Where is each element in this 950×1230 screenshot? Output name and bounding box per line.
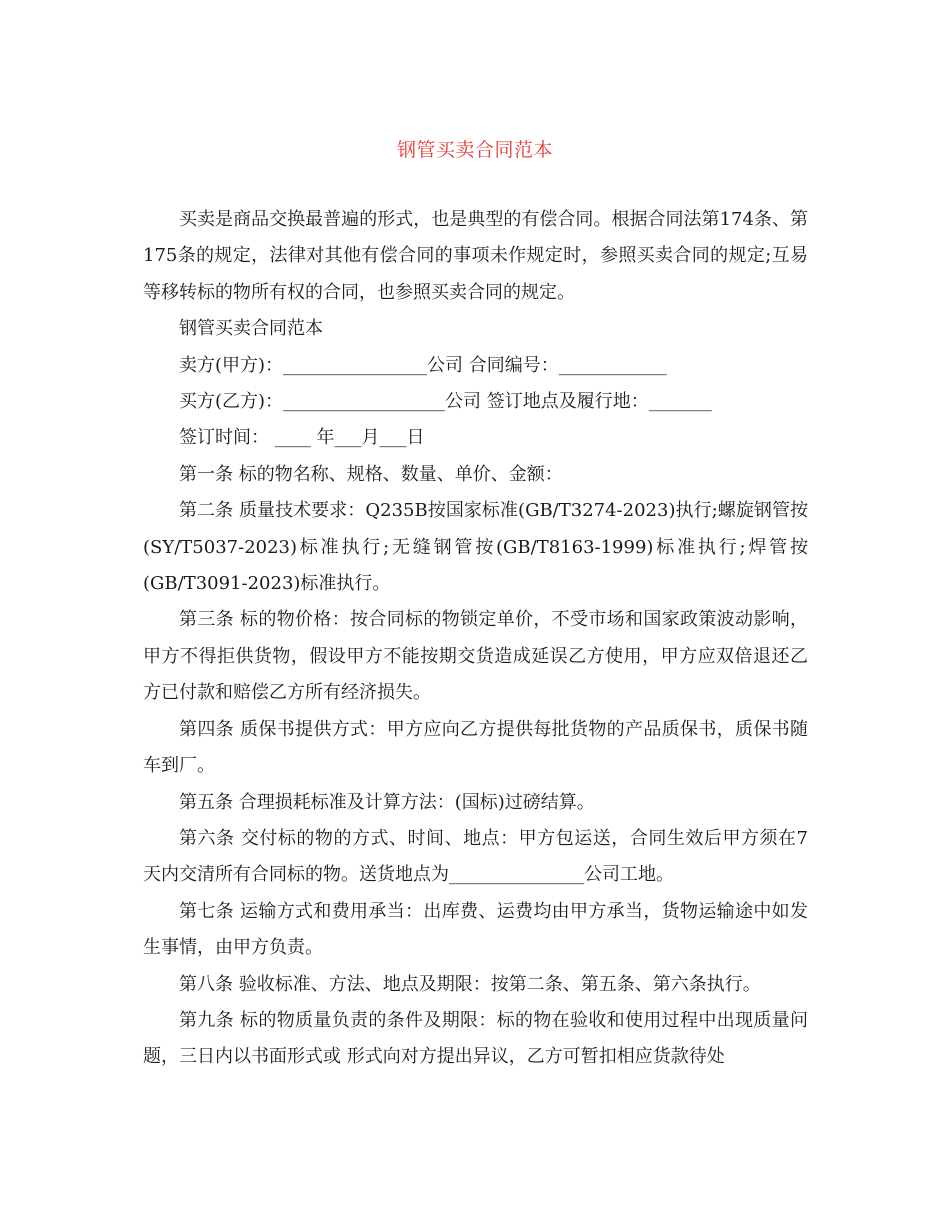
clause-9: 第九条 标的物质量负责的条件及期限：标的物在验收和使用过程中出现质量问题，三日内以书面形式或 形式向对方提出异议，乙方可暂扣相应货款待处 — [143, 1009, 808, 1068]
clause-2: 第二条 质量技术要求：Q235B按国家标准(GB/T3274-2023)执行;螺旋钢管按(SY/T5037-2023)标准执行;无缝钢管按(GB/T8163-1999)标准执行;焊管按(GB/T3091-2023)标准执行。 — [143, 500, 808, 595]
clause-8: 第八条 验收标准、方法、地点及期限：按第二条、第五条、第六条执行。 — [179, 973, 761, 995]
clause-3: 第三条 标的物价格：按合同标的物锁定单价，不受市场和国家政策波动影响，甲方不得拒供货物，假设甲方不能按期交货造成延误乙方使用，甲方应双倍退还乙方已付款和赔偿乙方所有经济损失。 — [143, 609, 808, 704]
signing-date-line: 签订时间： ____ 年___月___日 — [179, 427, 425, 449]
clause-1: 第一条 标的物名称、规格、数量、单价、金额： — [179, 463, 563, 485]
clause-4: 第四条 质保书提供方式：甲方应向乙方提供每批货物的产品质保书，质保书随车到厂。 — [143, 718, 808, 777]
seller-line: 卖方(甲方)：________________公司 合同编号：____________ — [179, 354, 667, 376]
document-title: 钢管买卖合同范本 — [396, 139, 553, 161]
clause-5: 第五条 合理损耗标准及计算方法：(国标)过磅结算。 — [179, 791, 595, 813]
buyer-line: 买方(乙方)：__________________公司 签订地点及履行地：_______ — [179, 391, 712, 413]
clause-7: 第七条 运输方式和费用承当：出库费、运费均由甲方承当，货物运输途中如发生事情，由甲方负责。 — [143, 900, 808, 959]
intro-paragraph: 买卖是商品交换最普遍的形式，也是典型的有偿合同。根据合同法第174条、第175条的规定，法律对其他有偿合同的事项未作规定时，参照买卖合同的规定;互易等移转标的物所有权的合同，也参照买卖合同的规定。 — [143, 209, 808, 303]
document-body — [143, 202, 808, 1076]
clause-6: 第六条 交付标的物的方式、时间、地点：甲方包运送，合同生效后甲方须在7天内交清所有合同标的物。送货地点为_______________公司工地。 — [143, 827, 808, 886]
contract-heading: 钢管买卖合同范本 — [179, 318, 323, 340]
